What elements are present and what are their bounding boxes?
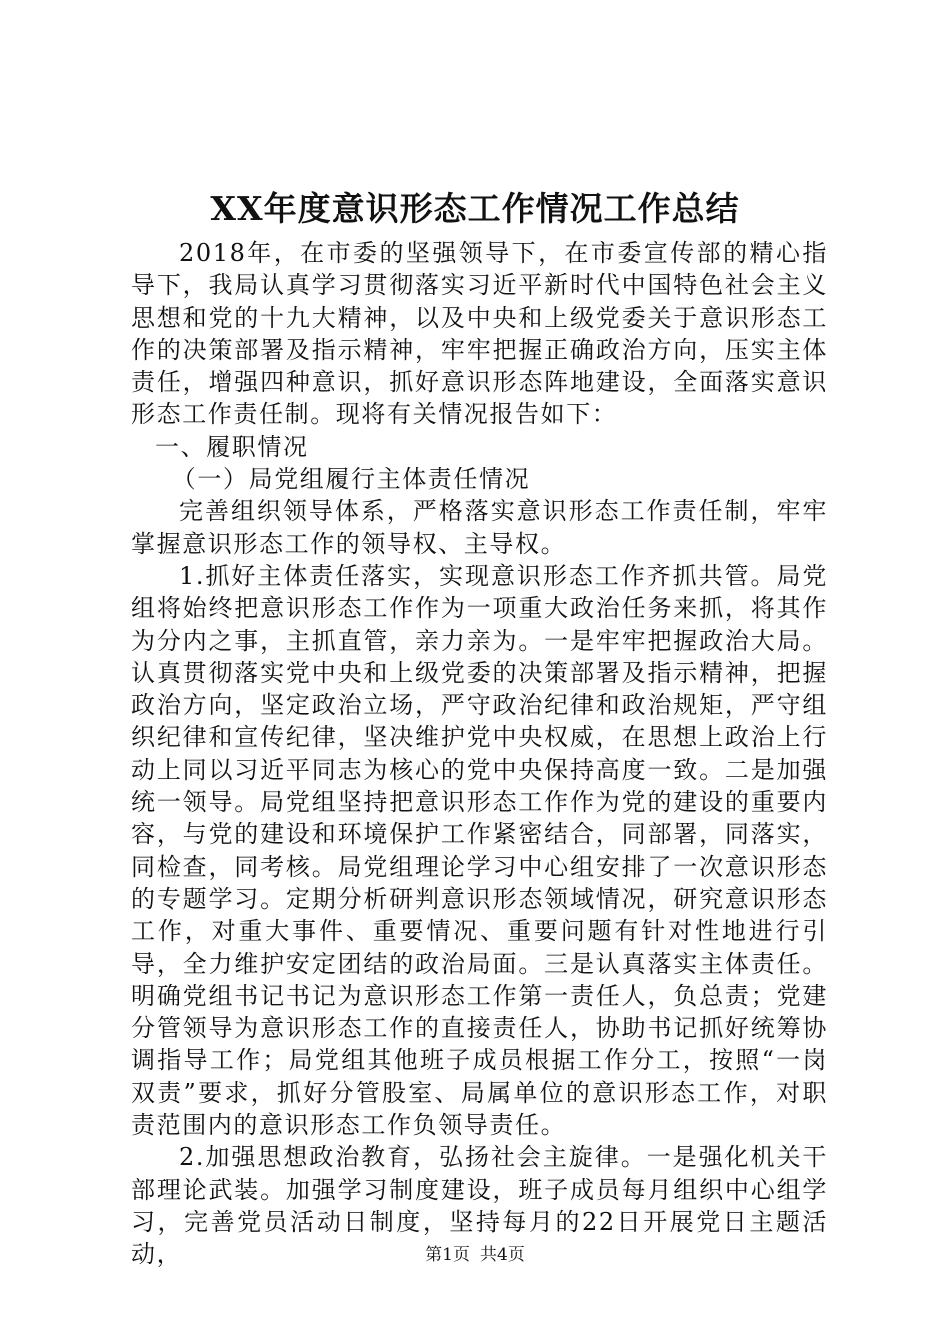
intro-paragraph: 2018年，在市委的坚强领导下，在市委宣传部的精心指导下，我局认真学习贯彻落实习近平新时代中国特色社会主义思想和党的十九大精神，以及中央和上级党委关于意识形态工作的决策部署及指示精神，牢牢把握正确政治方向，压实主体责任，增强四种意识，抓好意识形态阵地建设，全面落实意识形态工作责任制。现将有关情况报告如下：: [131, 239, 828, 429]
body-paragraph: 1.抓好主体责任落实，实现意识形态工作齐抓共管。局党组将始终把意识形态工作作为一项重大政治任务来抓，将其作为分内之事，主抓直管，亲力亲为。一是牢牢把握政治大局。认真贯彻落实党中央和上级党委的决策部署及指示精神，把握政治方向，坚定政治立场，严守政治纪律和政治规矩，严守组织纪律和宣传纪律，坚决维护党中央权威，在思想上政治上行动上同以习近平同志为核心的党中央保持高度一致。二是加强统一领导。局党组坚持把意识形态工作作为党的建设的重要内容，与党的建设和环境保护工作紧密结合，同部署，同落实，同检查，同考核。局党组理论学习中心组安排了一次意识形态的专题学习。定期分析研判意识形态领域情况，研究意识形态工作，对重大事件、重要情况、重要问题有针对性地进行引导，全力维护安定团结的政治局面。三是认真落实主体责任。明确党组书记书记为意识形态工作第一责任人，负总责；党建分管领导为意识形态工作的直接责任人，协助书记抓好统筹协调指导工作；局党组其他班子成员根据工作分工，按照“一岗双责”要求，抓好分管股室、局属单位的意识形态工作，对职责范围内的意识形态工作负领导责任。: [131, 561, 828, 1140]
page-number: 第1页: [425, 1245, 470, 1265]
document-body: [131, 237, 828, 1271]
page-total: 共4页: [480, 1245, 525, 1265]
section-heading-1: 一、履职情况: [155, 432, 309, 461]
subsection-heading-1: （一）局党组履行主体责任情况: [171, 465, 531, 494]
body-paragraph: 完善组织领导体系，严格落实意识形态工作责任制，牢牢掌握意识形态工作的领导权、主导权。: [131, 497, 828, 558]
document-title: XX年度意识形态工作情况工作总结: [210, 189, 740, 228]
page-footer: [0, 1243, 950, 1267]
body-paragraph: 2.加强思想政治教育，弘扬社会主旋律。一是强化机关干部理论武装。加强学习制度建设，班子成员每月组织中心组学习，完善党员活动日制度，坚持每月的22日开展党日主题活动，: [131, 1143, 828, 1269]
